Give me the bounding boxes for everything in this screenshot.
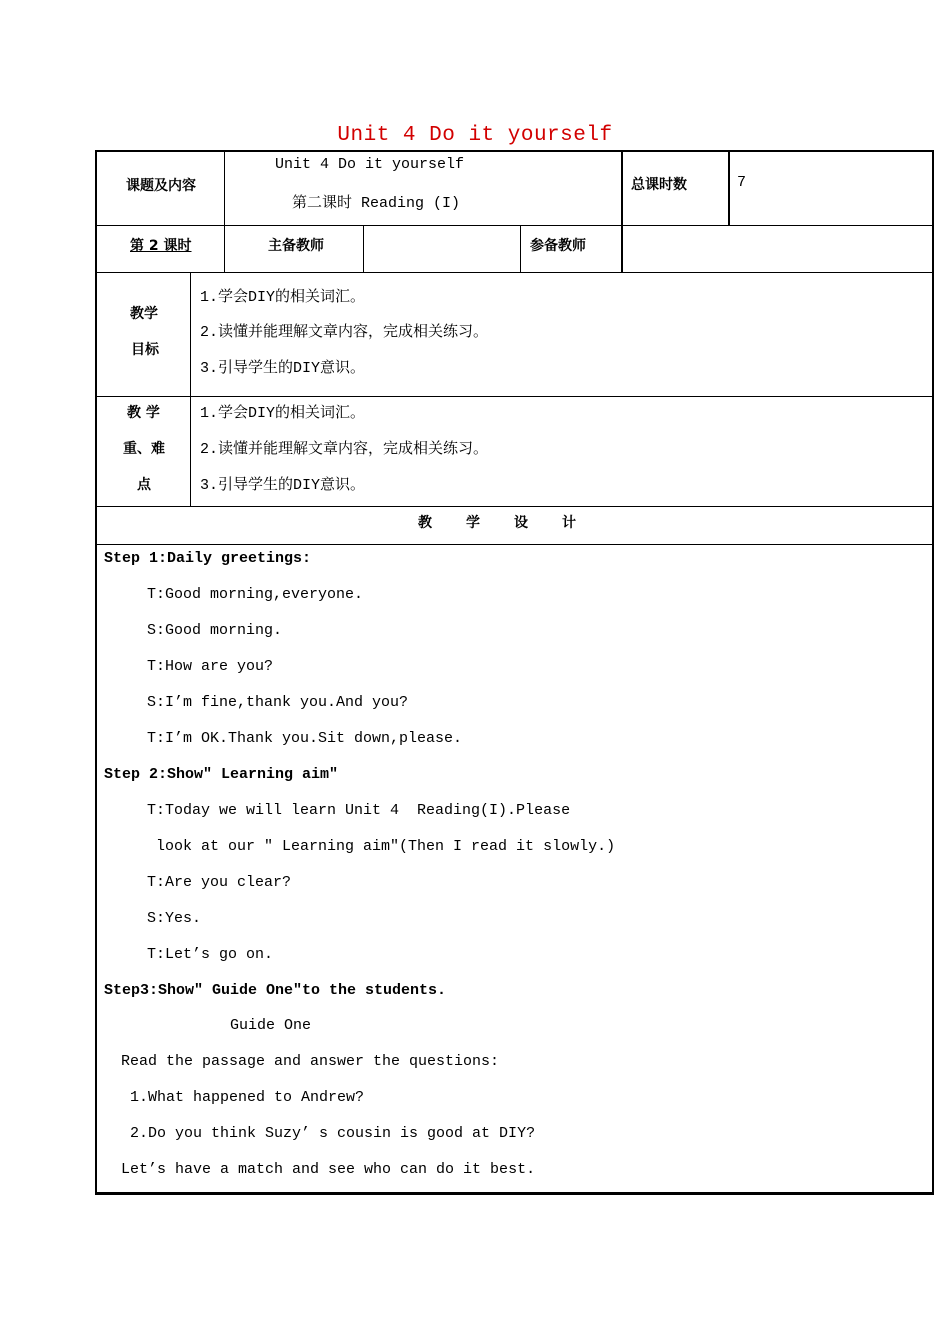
step-heading: Step 1:Daily greetings: [104, 550, 312, 567]
keypoints-label-1: 教 学 [127, 405, 160, 421]
dialogue-line: S:I’m fine,thank you.And you? [147, 694, 409, 711]
goal-item: 2.读懂并能理解文章内容，完成相关练习。 [200, 324, 489, 341]
goal-item: 3.引导学生的DIY意识。 [200, 360, 366, 377]
topic-lesson: 第二课时 Reading (I) [292, 195, 461, 212]
dialogue-line: T:Today we will learn Unit 4 Reading(I).Please [147, 802, 571, 819]
keypoints-label-3: 点 [137, 477, 151, 493]
dialogue-line: look at our ″ Learning aim″(Then I read it slowly.) [156, 838, 616, 855]
col-divider [363, 225, 364, 272]
dialogue-line: T:Are you clear? [147, 874, 292, 891]
total-hours-value: 7 [737, 174, 747, 191]
row-divider [95, 225, 934, 226]
topic-unit: Unit 4 Do it yourself [275, 156, 465, 173]
col-divider [728, 150, 730, 225]
keypoint-item: 3.引导学生的DIY意识。 [200, 477, 366, 494]
row-divider [95, 396, 934, 397]
row-divider [95, 506, 934, 507]
total-hours-label: 总课时数 [631, 177, 687, 193]
table-border-right [932, 150, 934, 1195]
dialogue-line: T:How are you? [147, 658, 274, 675]
keypoints-label-2: 重、难 [123, 441, 165, 457]
step-heading: Step 2:Show″ Learning aim″ [104, 766, 339, 783]
ref-teacher-label: 参备教师 [530, 238, 586, 254]
goals-label-top: 教学 [130, 306, 158, 322]
question-line: 1.What happened to Andrew? [130, 1089, 365, 1106]
instruction-line: Read the passage and answer the questions: [121, 1053, 500, 1070]
dialogue-line: T:I’m OK.Thank you.Sit down,please. [147, 730, 463, 747]
design-header: 教 学 设 计 [418, 515, 578, 531]
table-border-top [95, 150, 934, 152]
goal-item: 1.学会DIY的相关词汇。 [200, 289, 366, 306]
col-divider [520, 225, 521, 272]
lead-teacher-label: 主备教师 [268, 238, 324, 254]
col-divider [224, 150, 225, 272]
row-divider [95, 544, 934, 545]
goals-label-bottom: 目标 [131, 342, 159, 358]
col-divider [621, 150, 623, 272]
instruction-line: Let’s have a match and see who can do it best. [121, 1161, 536, 1178]
guide-title: Guide One [230, 1017, 312, 1034]
document-title: Unit 4 Do it yourself [337, 124, 613, 147]
topic-label: 课题及内容 [126, 178, 196, 194]
dialogue-line: S:Yes. [147, 910, 202, 927]
dialogue-line: T:Good morning,everyone. [147, 586, 364, 603]
dialogue-line: S:Good morning. [147, 622, 283, 639]
lesson-number: 第 2 课时 [130, 238, 192, 254]
keypoint-item: 1.学会DIY的相关词汇。 [200, 405, 366, 422]
table-border-left [95, 150, 97, 1195]
col-divider [190, 272, 191, 506]
table-border-bottom [95, 1192, 934, 1195]
keypoint-item: 2.读懂并能理解文章内容，完成相关练习。 [200, 441, 489, 458]
step-heading: Step3:Show″ Guide One″to the students. [104, 982, 447, 999]
dialogue-line: T:Let’s go on. [147, 946, 274, 963]
question-line: 2.Do you think Suzy’ s cousin is good at DIY? [130, 1125, 536, 1142]
row-divider [95, 272, 934, 273]
